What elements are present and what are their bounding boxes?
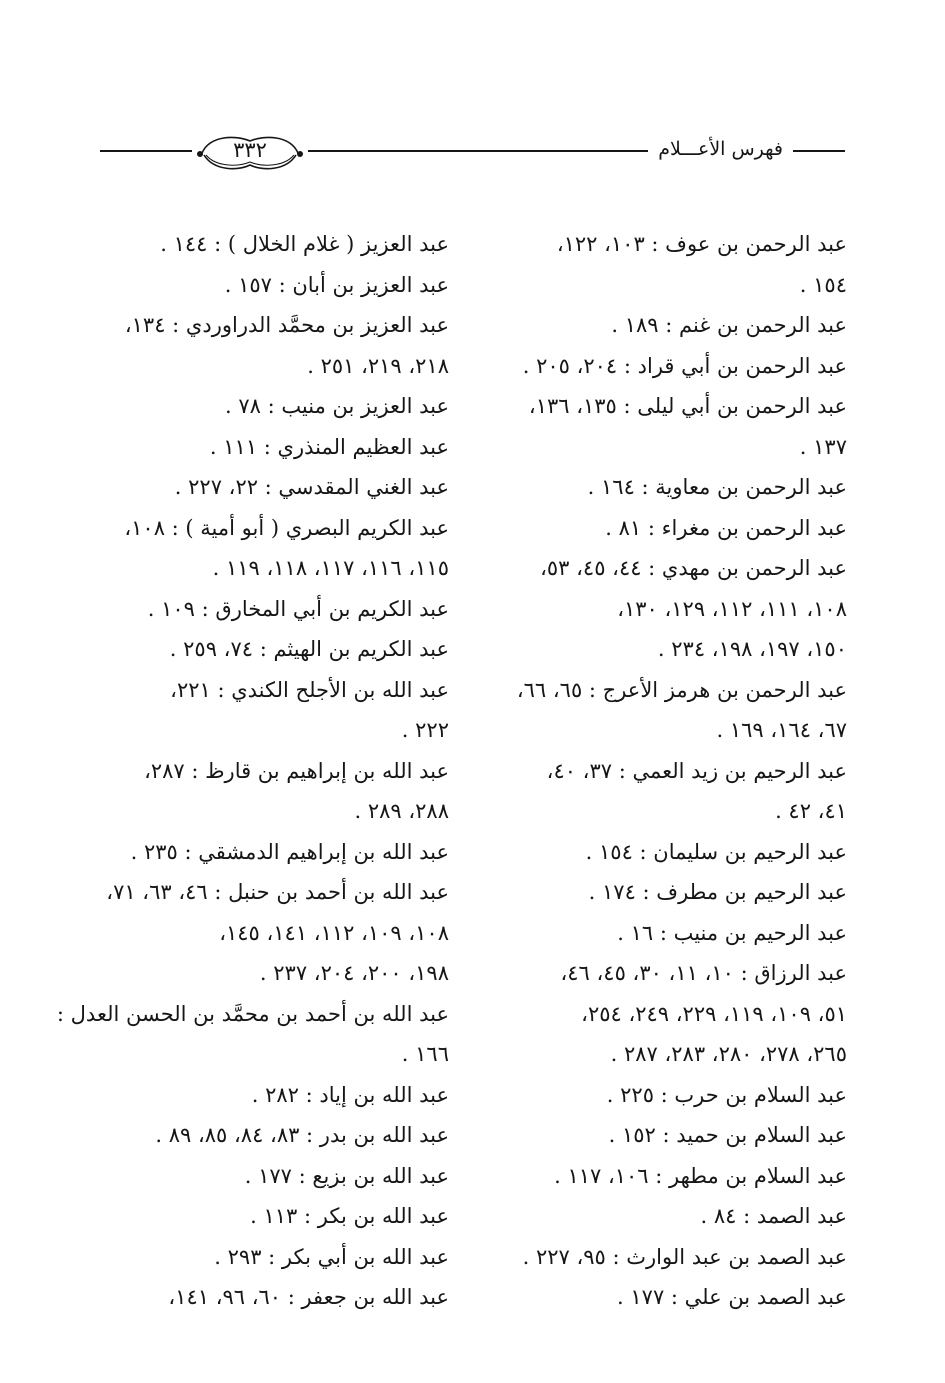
index-entry	[99, 1237, 449, 1278]
header-rule-middle	[308, 150, 648, 152]
entry-line: عبد السلام بن حرب : ٢٢٥ .	[606, 1082, 847, 1107]
entry-line: عبد الغني المقدسي : ٢٢، ٢٢٧ .	[174, 475, 449, 499]
entry-line: عبد العزيز ( غلام الخلال ) : ١٤٤ .	[160, 232, 449, 256]
entry-line: عبد الصمد : ٨٤ .	[700, 1204, 847, 1228]
index-entry	[497, 467, 847, 508]
entry-line: عبد الصمد بن عبد الوارث : ٩٥، ٢٢٧ .	[522, 1244, 847, 1269]
index-entry	[99, 386, 449, 427]
index-entry	[497, 913, 847, 954]
index-entry	[99, 1196, 449, 1237]
entry-line: عبد الرحيم بن منيب : ١٦ .	[617, 920, 847, 945]
index-entry	[99, 629, 449, 670]
entry-line: عبد العزيز بن أبان : ١٥٧ .	[224, 272, 449, 297]
header-rule-right	[793, 150, 845, 152]
index-entry	[99, 751, 449, 832]
index-entry	[497, 1237, 847, 1278]
index-entry	[99, 1075, 449, 1116]
index-entry	[99, 467, 449, 508]
index-entry	[99, 1115, 449, 1156]
entry-line: عبد الرحمن بن مغراء : ٨١ .	[605, 515, 847, 540]
entry-line: عبد الله بن جعفر : ٦٠، ٩٦، ١٤١،	[168, 1285, 449, 1309]
entry-continuation-line: ٢٦٥، ٢٧٨، ٢٨٠، ٢٨٣، ٢٨٧ .	[610, 1042, 847, 1066]
index-entry	[497, 1277, 847, 1318]
entry-line: عبد الله بن الأجلح الكندي : ٢٢١،	[170, 677, 449, 702]
index-entry	[497, 832, 847, 873]
entry-continuation-line: ١٩٨، ٢٠٠، ٢٠٤، ٢٣٧ .	[259, 961, 449, 985]
index-entry	[99, 265, 449, 306]
page-header	[100, 128, 845, 178]
index-entry	[497, 953, 847, 1075]
entry-line: عبد الصمد بن علي : ١٧٧ .	[617, 1285, 847, 1309]
index-entry	[99, 670, 449, 751]
index-entry	[99, 832, 449, 873]
entry-line: عبد الرحمن بن أبي ليلى : ١٣٥، ١٣٦،	[528, 394, 847, 418]
index-entry	[497, 508, 847, 549]
entry-line: عبد العزيز بن محمَّد الدراوردي : ١٣٤،	[124, 313, 449, 337]
index-column-left	[56, 224, 449, 1318]
entry-line: عبد العظيم المنذري : ١١١ .	[209, 434, 449, 459]
running-title: فهرس الأعـــلام	[654, 136, 787, 162]
entry-line: عبد الرحمن بن غنم : ١٨٩ .	[611, 313, 847, 337]
entry-line: عبد الكريم بن الهيثم : ٧٤، ٢٥٩ .	[169, 637, 449, 661]
index-entry	[99, 508, 449, 589]
index-entry	[99, 224, 449, 265]
index-entry	[497, 224, 847, 305]
entry-continuation-line: ١٠٨، ١٠٩، ١١٢، ١٤١، ١٤٥،	[219, 920, 449, 945]
header-rule-left	[100, 150, 192, 152]
entry-line: عبد الرحيم بن مطرف : ١٧٤ .	[588, 880, 847, 904]
entry-continuation-line: ١٠٨، ١١١، ١١٢، ١٢٩، ١٣٠،	[617, 596, 847, 621]
index-entry	[99, 1156, 449, 1197]
index-entry	[99, 1277, 449, 1318]
entry-line: عبد الله بن إبراهيم بن قارظ : ٢٨٧،	[144, 758, 449, 783]
entry-line: عبد السلام بن مطهر : ١٠٦، ١١٧ .	[554, 1163, 847, 1188]
index-entry	[497, 386, 847, 467]
entry-line: عبد الرحمن بن هرمز الأعرج : ٦٥، ٦٦،	[516, 677, 847, 702]
index-entry	[497, 346, 847, 387]
index-entry	[497, 1115, 847, 1156]
entry-line: عبد الله بن بدر : ٨٣، ٨٤، ٨٥، ٨٩ .	[155, 1123, 449, 1147]
entry-line: عبد الكريم بن أبي المخارق : ١٠٩ .	[147, 596, 449, 621]
entry-continuation-line: ٢١٨، ٢١٩، ٢٥١ .	[307, 353, 449, 378]
entry-continuation-line: ٢٨٨، ٢٨٩ .	[354, 799, 449, 823]
entry-line: عبد الرزاق : ١٠، ١١، ٣٠، ٤٥، ٤٦،	[560, 961, 847, 985]
entry-continuation-line: ٢٢٢ .	[401, 718, 449, 742]
index-entry	[497, 305, 847, 346]
index-entry	[497, 1075, 847, 1116]
entry-line: عبد الله بن أبي بكر : ٢٩٣ .	[214, 1244, 449, 1269]
entry-continuation-line: ١٥٤ .	[799, 272, 847, 297]
entry-line: عبد الله بن إبراهيم الدمشقي : ٢٣٥ .	[130, 839, 449, 864]
entry-line: عبد الكريم البصري ( أبو أمية ) : ١٠٨،	[124, 515, 449, 540]
entry-line: عبد الرحيم بن زيد العمي : ٣٧، ٤٠،	[546, 758, 847, 783]
entry-continuation-line: ١٦٦ .	[401, 1042, 449, 1066]
entry-continuation-line: ٦٧، ١٦٤، ١٦٩ .	[716, 718, 847, 742]
index-entry	[99, 305, 449, 386]
page-number: ٣٣٢	[233, 138, 267, 162]
entry-line: عبد الرحمن بن أبي قراد : ٢٠٤، ٢٠٥ .	[522, 353, 847, 378]
index-entry	[497, 1156, 847, 1197]
index-entry	[99, 589, 449, 630]
entry-continuation-line: ٥١، ١٠٩، ١١٩، ٢٢٩، ٢٤٩، ٢٥٤،	[581, 1001, 847, 1026]
entry-continuation-line: ١٣٧ .	[799, 434, 847, 459]
index-entry	[56, 994, 449, 1075]
index-entry	[497, 872, 847, 913]
index-entry	[497, 751, 847, 832]
page-number-ornament	[196, 131, 304, 169]
entry-line: عبد الرحمن بن عوف : ١٠٣، ١٢٢،	[556, 232, 847, 256]
index-entry	[99, 872, 449, 994]
entry-line: عبد السلام بن حميد : ١٥٢ .	[608, 1123, 847, 1147]
entry-line: عبد الرحمن بن مهدي : ٤٤، ٤٥، ٥٣،	[540, 556, 847, 580]
index-entry	[99, 427, 449, 468]
entry-line: عبد الله بن أحمد بن محمَّد بن الحسن العدل :	[56, 1001, 449, 1026]
entry-line: عبد الرحمن بن معاوية : ١٦٤ .	[587, 475, 847, 499]
entry-continuation-line: ٤١، ٤٢ .	[775, 799, 847, 823]
entry-line: عبد الرحيم بن سليمان : ١٥٤ .	[585, 839, 847, 864]
entry-continuation-line: ١٥٠، ١٩٧، ١٩٨، ٢٣٤ .	[657, 637, 847, 661]
entry-line: عبد الله بن بزيع : ١٧٧ .	[244, 1163, 449, 1188]
index-entry	[497, 548, 847, 670]
index-column-right	[497, 224, 847, 1318]
entry-line: عبد العزيز بن منيب : ٧٨ .	[224, 394, 449, 418]
entry-continuation-line: ١١٥، ١١٦، ١١٧، ١١٨، ١١٩ .	[212, 556, 449, 580]
index-entry	[497, 1196, 847, 1237]
entry-line: عبد الله بن إياد : ٢٨٢ .	[251, 1082, 449, 1107]
index-entry	[497, 670, 847, 751]
entry-line: عبد الله بن أحمد بن حنبل : ٤٦، ٦٣، ٧١،	[106, 880, 449, 904]
entry-line: عبد الله بن بكر : ١١٣ .	[250, 1204, 449, 1228]
